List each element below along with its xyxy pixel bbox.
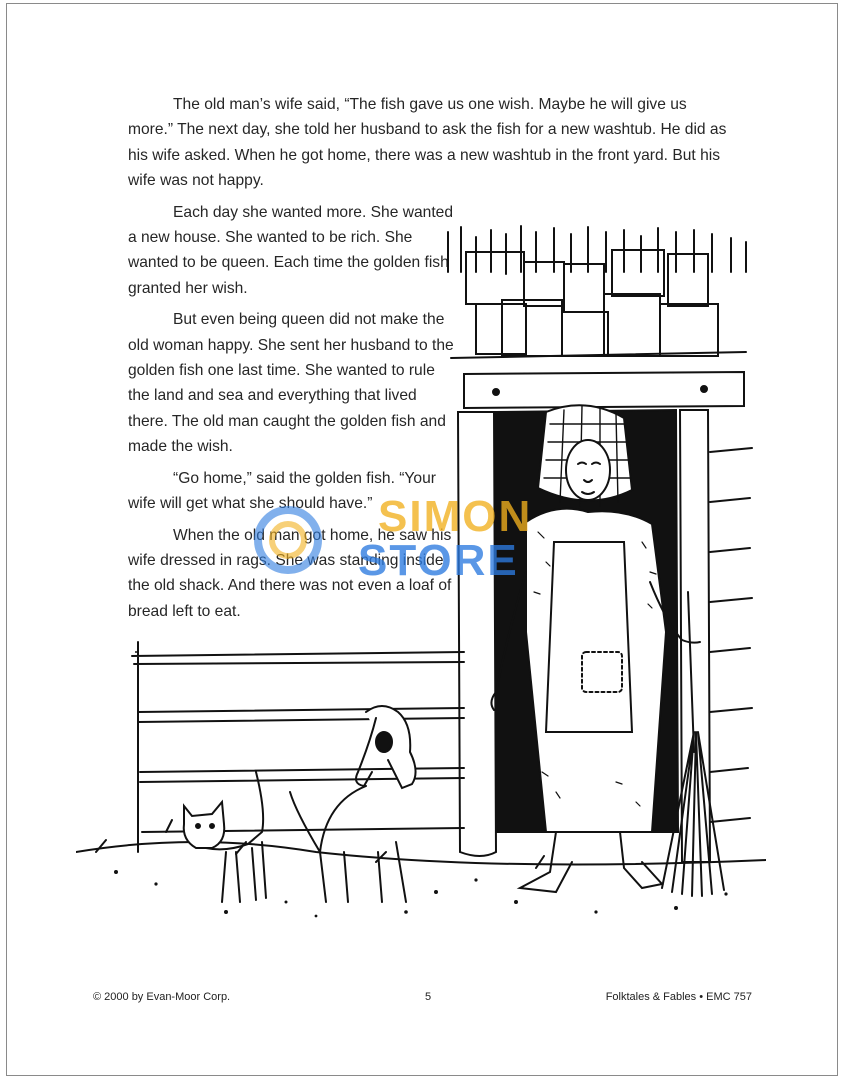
cat: [184, 772, 266, 902]
watermark-line-2: STORE: [358, 536, 519, 585]
door-lintel: [464, 372, 744, 408]
story-paragraph: Each day she wanted more. She wanted a new house. She wanted to be rich. She wanted to be queen. Each time the golden fish granted her wish.: [128, 203, 453, 297]
dog: [290, 706, 416, 902]
ground: [76, 842, 766, 865]
footer-copyright: © 2000 by Evan-Moor Corp.: [93, 991, 231, 1003]
fence: [132, 642, 464, 852]
pebbles: [114, 870, 728, 917]
watermark-line-1: SIMON: [378, 492, 533, 541]
shack-illustration: [76, 212, 766, 932]
door-post: [458, 412, 496, 856]
story-paragraph: “Go home,” said the golden fish. “Your wife will get what she should have.”: [128, 469, 436, 513]
story-paragraph: When the old man got home, he saw his wife dressed in rags. She was standing inside the old shack. And there was not even a loaf of bread left to eat.: [128, 526, 452, 620]
footer-book-title: Folktales & Fables • EMC 757: [605, 991, 752, 1003]
roof-shingles: [448, 226, 746, 358]
page-number: 5: [425, 991, 432, 1003]
story-paragraph: The old man’s wife said, “The fish gave us one wish. Maybe he will give us more.” The next day, she told her husband to ask the fish for a new washtub. He did as his wife asked. When he got home, there was a new washtub in the front yard. But his wife was not happy.: [128, 96, 727, 190]
story-paragraph: But even being queen did not make the old woman happy. She sent her husband to the golden fish one last time. She wanted to rule the land and sea and everything that lived there. The old man caught the golden fish and made the wish.: [128, 311, 454, 456]
